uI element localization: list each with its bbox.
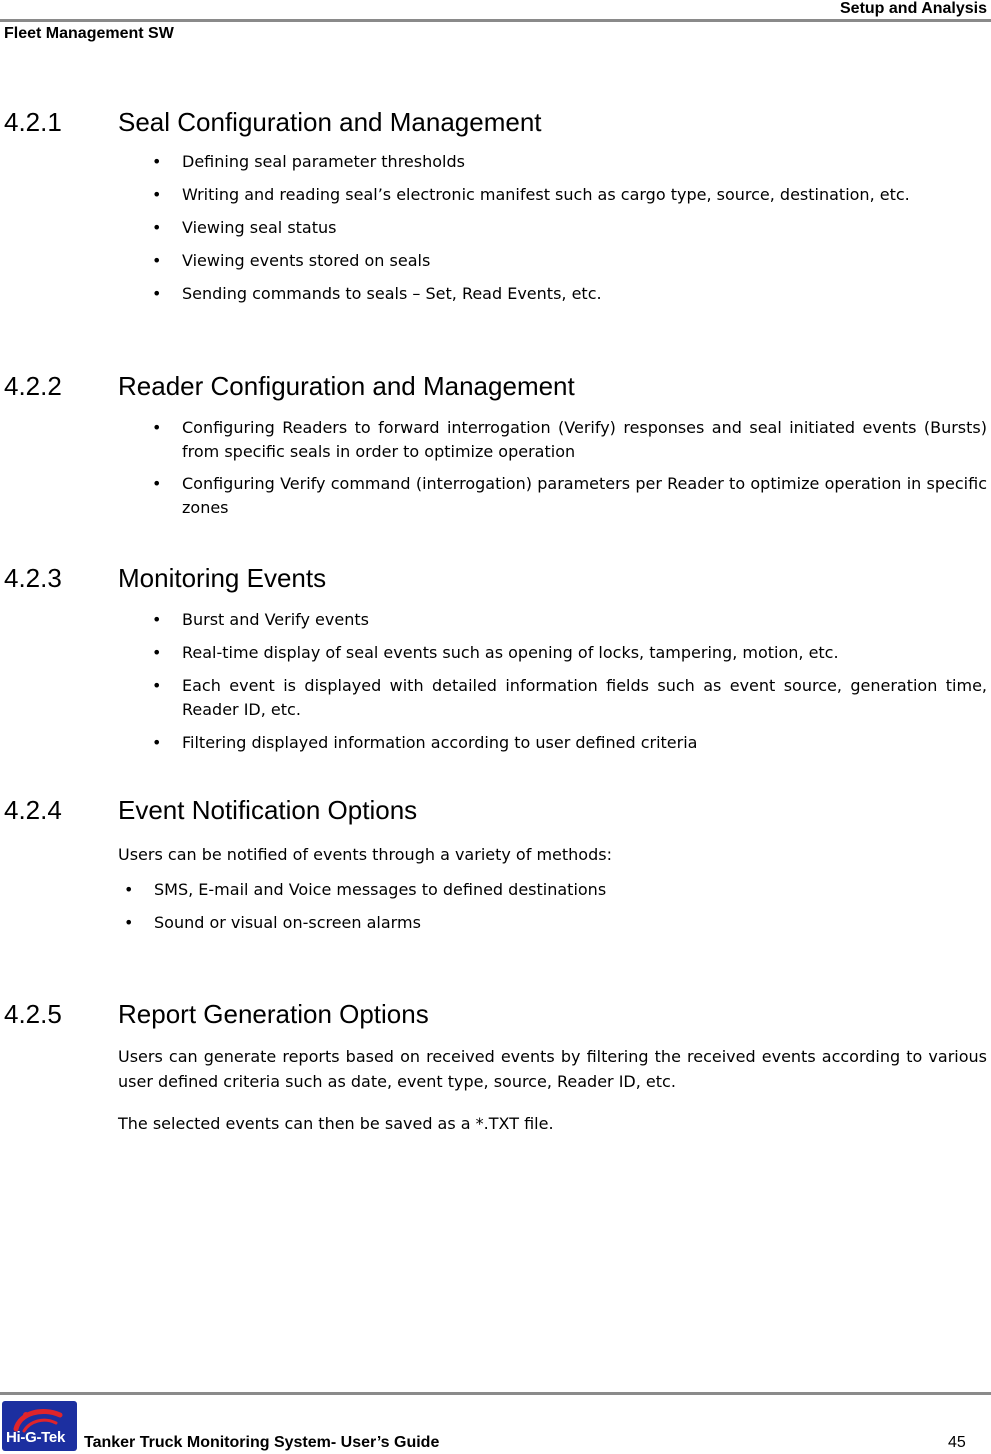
list-item: • Writing and reading seal’s electronic manifest such as cargo type, source, destination, etc. [182, 183, 987, 207]
section-title: Event Notification Options [118, 795, 418, 825]
section-number: 4.2.3 [4, 563, 62, 593]
section-number: 4.2.5 [4, 999, 62, 1029]
section-4-2-5-paragraph: Users can generate reports based on received events by filtering the received events according to various user defined criteria such as date, event type, source, Reader ID, etc. [118, 1047, 987, 1091]
section-number: 4.2.4 [4, 795, 62, 825]
header-rule [0, 19, 991, 22]
company-logo [2, 1401, 77, 1451]
list-item: • Burst and Verify events [182, 608, 987, 632]
list-item: • Configuring Readers to forward interrogation (Verify) responses and seal initiated events (Bursts) from specific seals in order to optimize operation [182, 416, 987, 464]
list-item: • Real-time display of seal events such as opening of locks, tampering, motion, etc. [182, 641, 987, 665]
list-item: • Viewing events stored on seals [182, 249, 987, 273]
list-item: • Sound or visual on-screen alarms [154, 911, 987, 935]
list-item: • Each event is displayed with detailed information fields such as event source, generation time, Reader ID, etc. [182, 674, 987, 722]
footer-rule [0, 1392, 991, 1395]
list-item: • Filtering displayed information according to user defined criteria [182, 731, 987, 755]
list-item: • Defining seal parameter thresholds [182, 150, 987, 174]
section-4-2-1-bullets [182, 150, 987, 306]
section-4-2-4-bullets [154, 878, 987, 935]
section-number: 4.2.2 [4, 371, 62, 401]
header-chapter: Setup and Analysis [840, 0, 987, 17]
section-title: Reader Configuration and Management [118, 371, 575, 401]
section-title: Report Generation Options [118, 999, 429, 1029]
section-4-2-4-intro: Users can be notified of events through a variety of methods: [118, 845, 612, 864]
section-title: Monitoring Events [118, 563, 327, 593]
section-title: Seal Configuration and Management [118, 107, 542, 137]
section-4-2-5-paragraph: The selected events can then be saved as a *.TXT file. [118, 1114, 554, 1133]
section-4-2-2-bullets [182, 416, 987, 520]
list-item: • SMS, E-mail and Voice messages to defined destinations [154, 878, 987, 902]
section-number: 4.2.1 [4, 107, 62, 137]
section-4-2-3-bullets [182, 608, 987, 755]
list-item: • Configuring Verify command (interrogation) parameters per Reader to optimize operation in specific zones [182, 472, 987, 520]
logo-text: Hi-G-Tek [6, 1429, 65, 1446]
page-number: 45 [948, 1434, 966, 1451]
list-item: • Viewing seal status [182, 216, 987, 240]
list-item: • Sending commands to seals – Set, Read Events, etc. [182, 282, 987, 306]
footer-doc-title: Tanker Truck Monitoring System- User’s Guide [84, 1434, 440, 1451]
header-product: Fleet Management SW [4, 25, 174, 42]
